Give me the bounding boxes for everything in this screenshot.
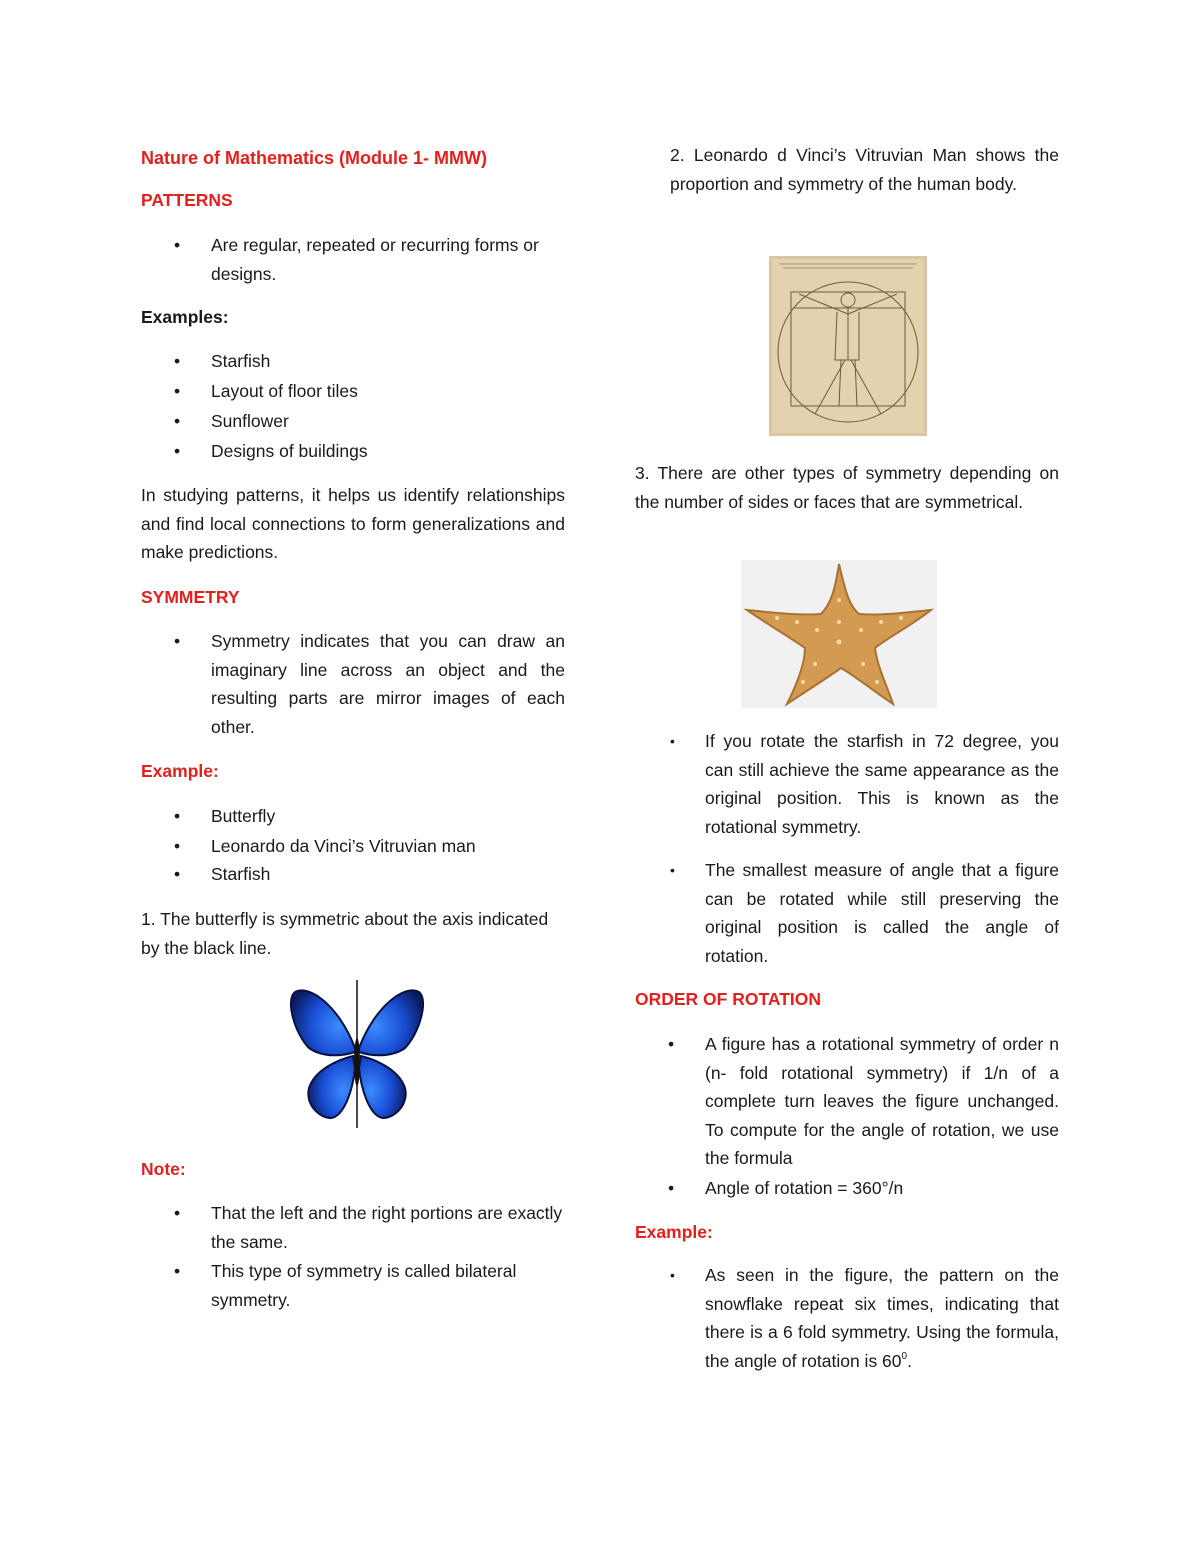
order-bullet-text: A figure has a rotational symmetry of order n (n- fold rotational symmetry) if 1/n of a complete turn leaves the figure unchanged. To compute for the angle of rotation, we use the formula: [705, 1034, 1059, 1168]
bullet-icon: •: [670, 733, 675, 749]
snowflake-text: As seen in the figure, the pattern on the snowflake repeat six times, indicating that there is a 6 fold symmetry. Using the formula, the angle of rotation is 60: [705, 1265, 1059, 1371]
bullet-icon: •: [174, 411, 181, 431]
butterfly-paragraph: 1. The butterfly is symmetric about the axis indicated by the black line.: [141, 909, 549, 958]
example-text: Sunflower: [211, 411, 289, 431]
bullet-icon: •: [174, 631, 181, 651]
angle-formula-text: Angle of rotation = 360°/n: [705, 1178, 904, 1198]
symmetry-example-text: Starfish: [211, 864, 271, 884]
bullet-icon: •: [174, 351, 181, 371]
example-heading: Example:: [141, 761, 219, 781]
bullet-icon: •: [174, 235, 181, 255]
examples-heading: Examples:: [141, 307, 229, 327]
butterfly-figure: [287, 978, 427, 1130]
patterns-heading: PATTERNS: [141, 190, 233, 210]
symmetry-example-text: Butterfly: [211, 806, 276, 826]
document-title: Nature of Mathematics (Module 1- MMW): [141, 148, 488, 168]
example-text: Designs of buildings: [211, 441, 368, 461]
bullet-icon: •: [668, 1178, 675, 1198]
note-text: That the left and the right portions are exactly the same.: [211, 1203, 563, 1252]
bullet-icon: •: [668, 1034, 675, 1054]
example-text: Layout of floor tiles: [211, 381, 358, 401]
example-heading-right: Example:: [635, 1222, 713, 1242]
bullet-icon: •: [174, 381, 181, 401]
bullet-icon: •: [174, 1261, 181, 1281]
symmetry-heading: SYMMETRY: [141, 587, 240, 607]
example-text: Starfish: [211, 351, 271, 371]
snowflake-end: .: [907, 1350, 912, 1371]
bullet-icon: •: [174, 441, 181, 461]
patterns-definition: Are regular, repeated or recurring forms or designs.: [211, 235, 539, 284]
vitruvian-paragraph: 2. Leonardo d Vinci’s Vitruvian Man shows the proportion and symmetry of the human body.: [670, 145, 1059, 194]
order-of-rotation-heading: ORDER OF ROTATION: [635, 989, 822, 1009]
studying-paragraph: In studying patterns, it helps us identify relationships and find local connections to form generalizations and make predictions.: [141, 485, 565, 562]
rotation-bullet-text: If you rotate the starfish in 72 degree, you can still achieve the same appearance as the original position. This is known as the rotational symmetry.: [705, 731, 1059, 837]
snowflake-bullet-text: [705, 1261, 1059, 1375]
rotation-bullet-text: The smallest measure of angle that a figure can be rotated while still preserving the original position is called the angle of rotation.: [705, 860, 1059, 966]
symmetry-example-text: Leonardo da Vinci’s Vitruvian man: [211, 836, 476, 856]
note-heading: Note:: [141, 1159, 186, 1179]
bullet-icon: •: [174, 864, 181, 884]
bullet-icon: •: [670, 1267, 675, 1283]
bullet-icon: •: [174, 836, 181, 856]
bullet-icon: •: [670, 862, 675, 878]
starfish-figure: [741, 560, 937, 708]
vitruvian-man-figure: [769, 256, 927, 436]
other-types-paragraph: 3. There are other types of symmetry depending on the number of sides or faces that are symmetrical.: [635, 463, 1059, 512]
degree-superscript: 0: [901, 1350, 908, 1362]
bullet-icon: •: [174, 806, 181, 826]
note-text: This type of symmetry is called bilateral symmetry.: [211, 1261, 517, 1310]
bullet-icon: •: [174, 1203, 181, 1223]
symmetry-definition: Symmetry indicates that you can draw an imaginary line across an object and the resulting parts are mirror images of each other.: [211, 631, 565, 737]
